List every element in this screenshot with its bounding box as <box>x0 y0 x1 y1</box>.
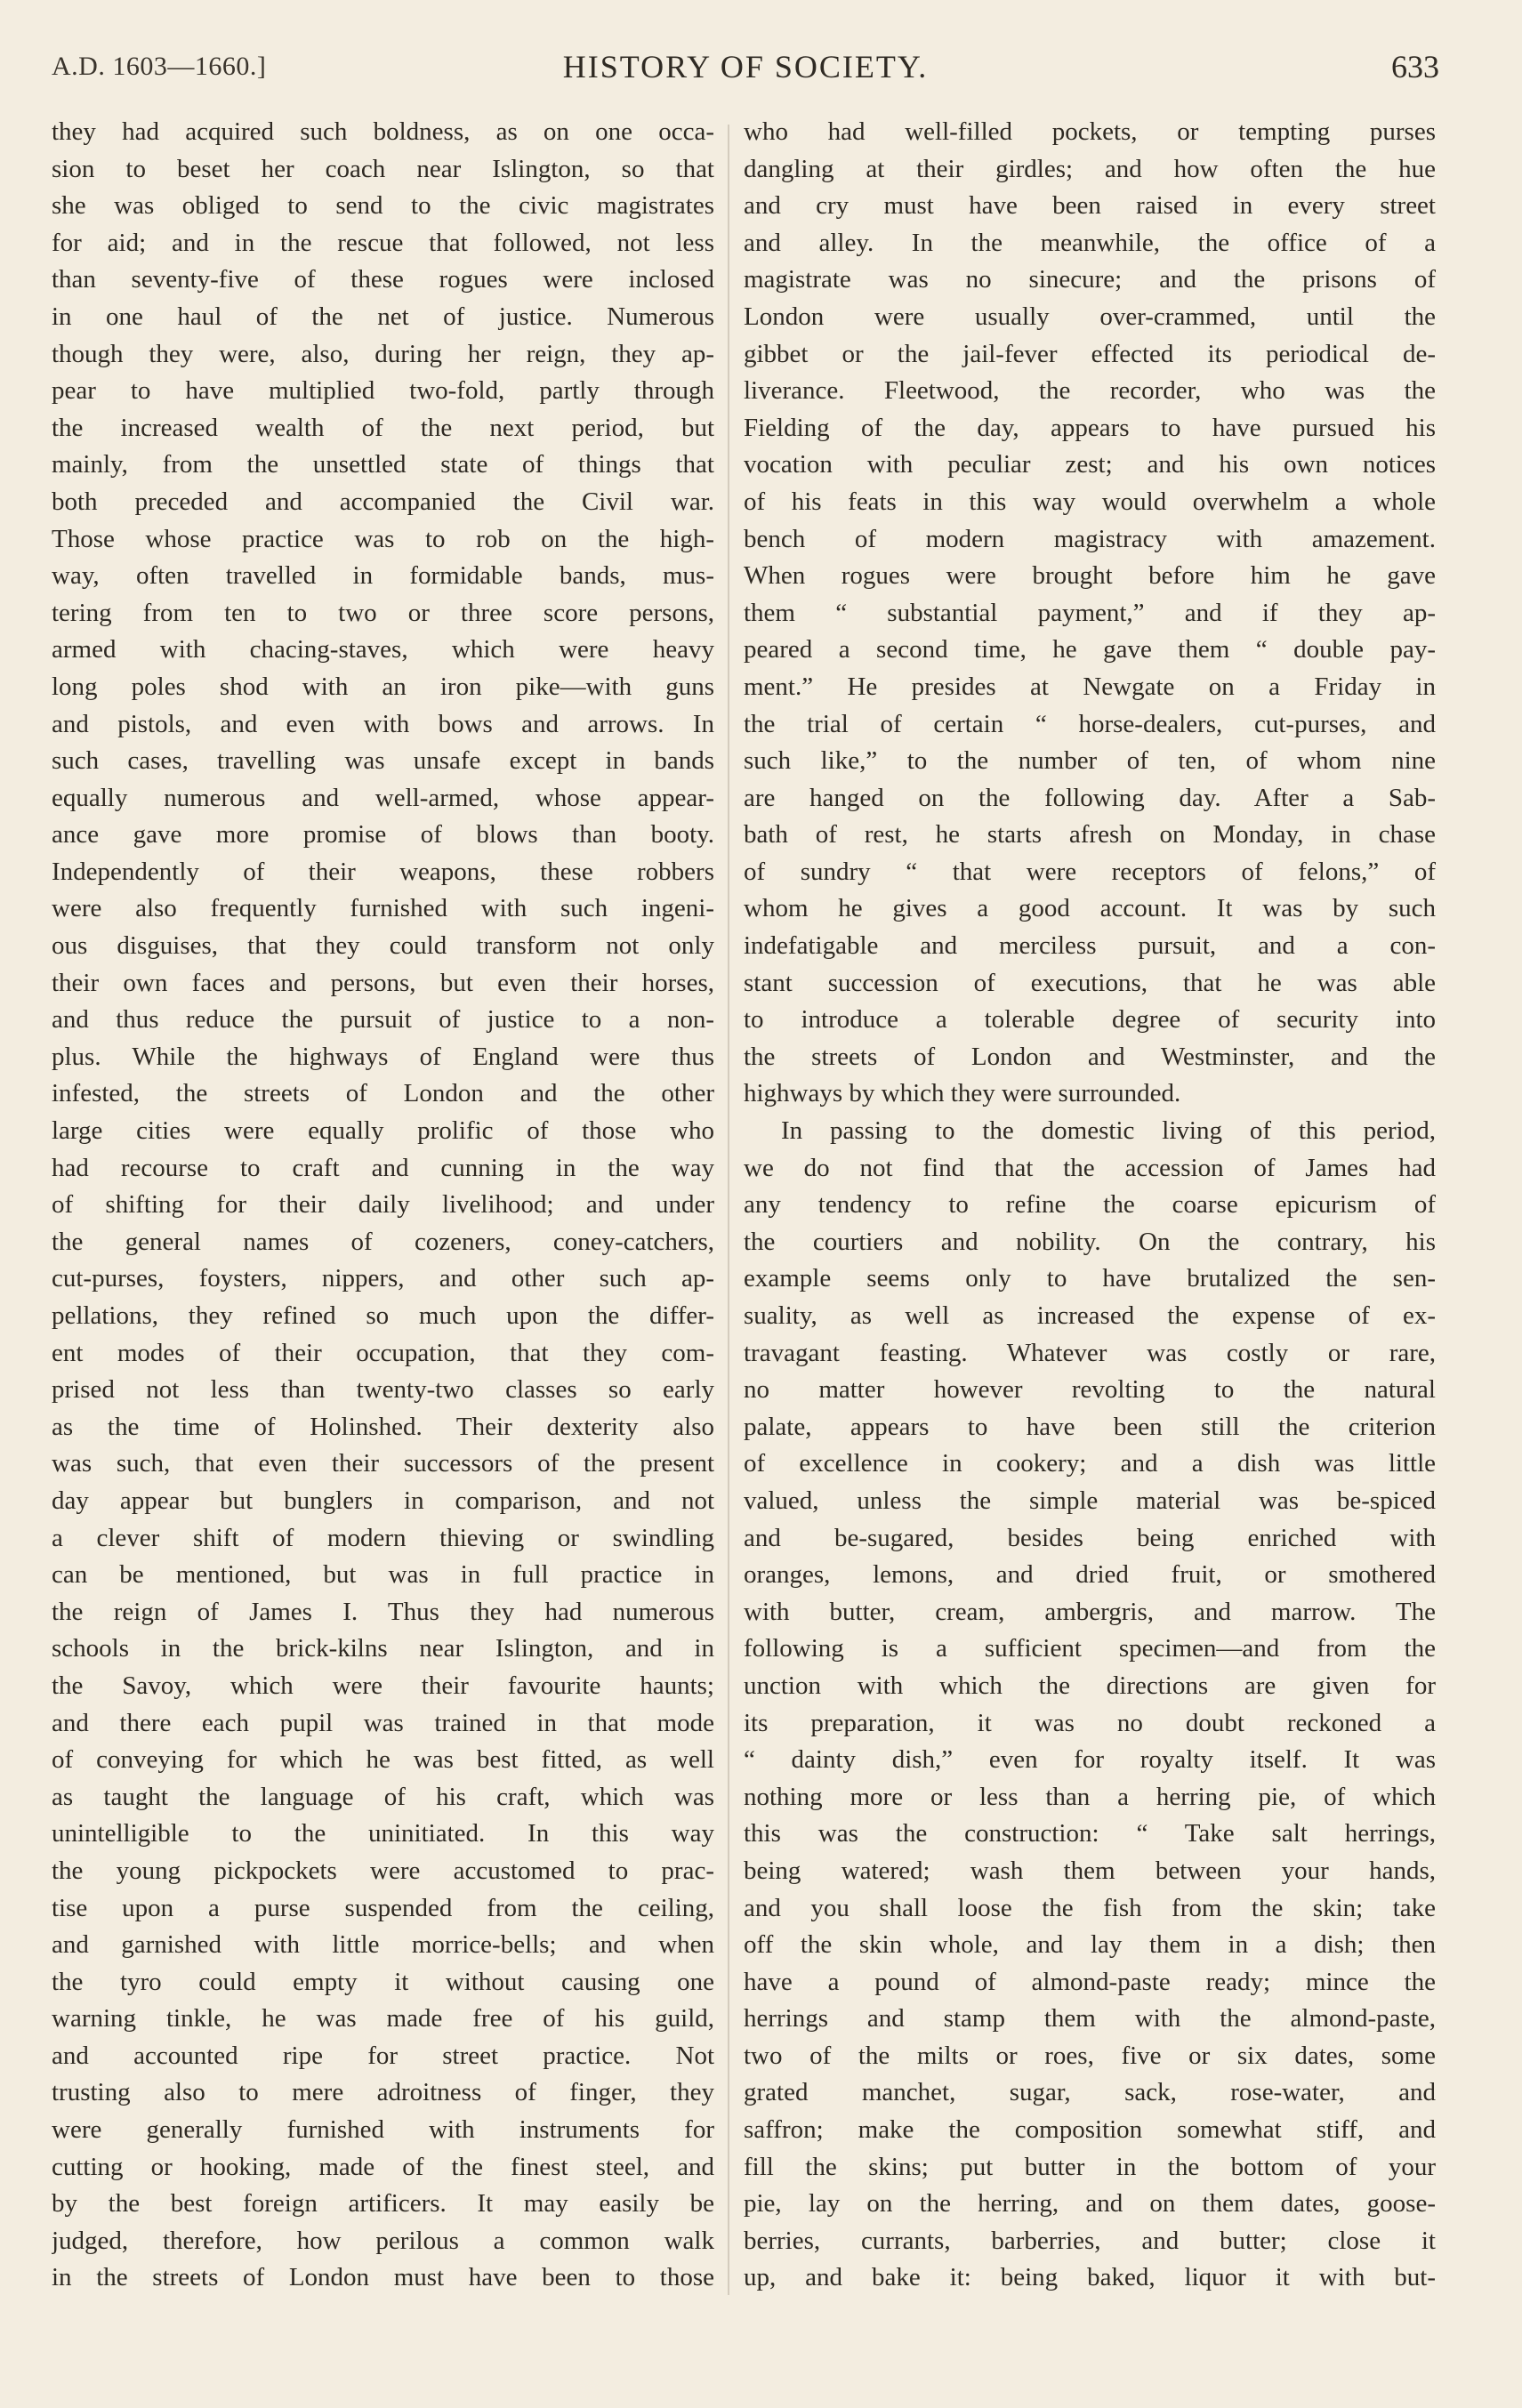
text-line: Fielding of the day, appears to have pursued his <box>744 413 1436 442</box>
text-line: are hanged on the following day. After a Sab- <box>744 783 1436 812</box>
text-line: she was obliged to send to the civic magistrates <box>52 191 714 221</box>
text-line: and you shall loose the fish from the skin; take <box>744 1893 1436 1922</box>
text-line: to introduce a tolerable degree of security into <box>744 1005 1436 1035</box>
text-line: judged, therefore, how perilous a common walk <box>52 2226 714 2255</box>
text-line: and alley. In the meanwhile, the office of a <box>744 228 1436 257</box>
text-line: valued, unless the simple material was be-spiced <box>744 1486 1436 1515</box>
left-column <box>52 114 714 2297</box>
book-title-header: HISTORY OF SOCIETY. <box>562 49 929 85</box>
text-line: their own faces and persons, but even their horses, <box>52 968 714 997</box>
text-line: such cases, travelling was unsafe except in bands <box>52 746 714 776</box>
text-line: pellations, they refined so much upon the differ- <box>52 1301 714 1330</box>
text-line: tise upon a purse suspended from the ceiling, <box>52 1893 714 1922</box>
text-line: herrings and stamp them with the almond-paste, <box>744 2004 1436 2034</box>
text-line: armed with chacing-staves, which were heavy <box>52 635 714 664</box>
text-line: them “ substantial payment,” and if they ap- <box>744 598 1436 627</box>
text-line: peared a second time, he gave them “ double pay- <box>744 635 1436 664</box>
text-line: plus. While the highways of England were thus <box>52 1042 714 1071</box>
text-line: up, and bake it: being baked, liquor it with but- <box>744 2263 1436 2292</box>
text-line: mainly, from the unsettled state of things that <box>52 450 714 479</box>
text-line: being watered; wash them between your hands, <box>744 1856 1436 1885</box>
text-line: infested, the streets of London and the other <box>52 1079 714 1108</box>
text-line: we do not find that the accession of James had <box>744 1153 1436 1182</box>
text-line: of shifting for their daily livelihood; and under <box>52 1190 714 1220</box>
text-line: grated manchet, sugar, sack, rose-water, and <box>744 2078 1436 2107</box>
text-line: highways by which they were surrounded. <box>744 1079 1181 1108</box>
text-line: bench of modern magistracy with amazement. <box>744 524 1436 553</box>
text-line: day appear but bunglers in comparison, and not <box>52 1486 714 1515</box>
text-line: tering from ten to two or three score persons, <box>52 598 714 627</box>
text-line: saffron; make the composition somewhat stiff, and <box>744 2115 1436 2145</box>
text-line: in one haul of the net of justice. Numerous <box>52 302 714 331</box>
text-line: and thus reduce the pursuit of justice to a non- <box>52 1005 714 1035</box>
text-line: equally numerous and well-armed, whose appear- <box>52 783 714 812</box>
text-line: ous disguises, that they could transform not only <box>52 931 714 961</box>
text-line: oranges, lemons, and dried fruit, or smothered <box>744 1560 1436 1590</box>
text-line: way, often travelled in formidable bands, mus- <box>52 561 714 591</box>
text-line: prised not less than twenty-two classes so early <box>52 1375 714 1405</box>
text-line: “ dainty dish,” even for royalty itself. It was <box>744 1745 1436 1775</box>
text-line: of conveying for which he was best fitted, as well <box>52 1745 714 1775</box>
text-line: and be-sugared, besides being enriched with <box>744 1523 1436 1552</box>
text-line: were also frequently furnished with such ingeni- <box>52 894 714 923</box>
text-line: magistrate was no sinecure; and the prisons of <box>744 265 1436 294</box>
text-line: cut-purses, foysters, nippers, and other such ap- <box>52 1264 714 1293</box>
text-line: the streets of London and Westminster, and the <box>744 1042 1436 1071</box>
text-line: the reign of James I. Thus they had numerous <box>52 1597 714 1626</box>
text-line: the tyro could empty it without causing one <box>52 1967 714 1996</box>
text-line: ance gave more promise of blows than booty. <box>52 820 714 850</box>
text-line: cutting or hooking, made of the finest steel, and <box>52 2152 714 2181</box>
text-line: was such, that even their successors of the present <box>52 1449 714 1478</box>
text-line: ment.” He presides at Newgate on a Friday in <box>744 672 1436 701</box>
text-line: fill the skins; put butter in the bottom of your <box>744 2152 1436 2181</box>
text-line: the general names of cozeners, coney-catchers, <box>52 1227 714 1256</box>
text-line: ent modes of their occupation, that they com- <box>52 1338 714 1367</box>
text-line: trusting also to mere adroitness of finger, they <box>52 2078 714 2107</box>
text-line: schools in the brick-kilns near Islington, and in <box>52 1634 714 1663</box>
text-line: pie, lay on the herring, and on them dates, goose- <box>744 2189 1436 2219</box>
text-line: its preparation, it was no doubt reckoned a <box>744 1708 1436 1737</box>
text-line: dangling at their girdles; and how often the hue <box>744 154 1436 183</box>
text-line: vocation with peculiar zest; and his own notices <box>744 450 1436 479</box>
text-line: unintelligible to the uninitiated. In this way <box>52 1819 714 1848</box>
text-line: In passing to the domestic living of this period, <box>781 1116 1436 1146</box>
text-line: indefatigable and merciless pursuit, and a con- <box>744 931 1436 961</box>
text-line: as taught the language of his craft, which was <box>52 1782 714 1811</box>
page-number: 633 <box>1391 49 1439 85</box>
text-line: stant succession of executions, that he was able <box>744 968 1436 997</box>
text-line: any tendency to refine the coarse epicurism of <box>744 1190 1436 1220</box>
text-line: bath of rest, he starts afresh on Monday, in chase <box>744 820 1436 850</box>
text-line: though they were, also, during her reign, they ap- <box>52 339 714 368</box>
text-line: whom he gives a good account. It was by such <box>744 894 1436 923</box>
text-line: of his feats in this way would overwhelm a whole <box>744 487 1436 516</box>
text-line: and pistols, and even with bows and arrows. In <box>52 709 714 738</box>
text-line: travagant feasting. Whatever was costly or rare, <box>744 1338 1436 1367</box>
text-line: as the time of Holinshed. Their dexterity also <box>52 1412 714 1441</box>
text-line: have a pound of almond-paste ready; mince the <box>744 1967 1436 1996</box>
text-line: this was the construction: “ Take salt herrings, <box>744 1819 1436 1848</box>
text-line: long poles shod with an iron pike—with guns <box>52 672 714 701</box>
text-line: berries, currants, barberries, and butter; close it <box>744 2226 1436 2255</box>
text-line: no matter however revolting to the natural <box>744 1375 1436 1405</box>
text-line: off the skin whole, and lay them in a dish; then <box>744 1930 1436 1960</box>
text-line: both preceded and accompanied the Civil war. <box>52 487 714 516</box>
text-line: who had well-filled pockets, or tempting purses <box>744 117 1436 146</box>
text-line: palate, appears to have been still the criterion <box>744 1412 1436 1441</box>
text-line: the courtiers and nobility. On the contrary, his <box>744 1227 1436 1256</box>
text-line: suality, as well as increased the expense of ex- <box>744 1301 1436 1330</box>
text-line: a clever shift of modern thieving or swindling <box>52 1523 714 1552</box>
text-line: and cry must have been raised in every street <box>744 191 1436 221</box>
text-line: for aid; and in the rescue that followed, not less <box>52 228 714 257</box>
text-line: liverance. Fleetwood, the recorder, who was the <box>744 376 1436 406</box>
text-line: were generally furnished with instruments for <box>52 2115 714 2145</box>
text-line: example seems only to have brutalized the sen- <box>744 1264 1436 1293</box>
text-line: with butter, cream, ambergris, and marrow. The <box>744 1597 1436 1626</box>
text-line: London were usually over-crammed, until the <box>744 302 1436 331</box>
text-line: of sundry “ that were receptors of felons,” of <box>744 857 1436 886</box>
text-line: than seventy-five of these rogues were inclosed <box>52 265 714 294</box>
text-line: following is a sufficient specimen—and from the <box>744 1634 1436 1663</box>
right-column <box>744 114 1436 2297</box>
text-line: and there each pupil was trained in that mode <box>52 1708 714 1737</box>
text-line: unction with which the directions are given for <box>744 1671 1436 1700</box>
text-line: two of the milts or roes, five or six dates, some <box>744 2041 1436 2070</box>
text-line: large cities were equally prolific of those who <box>52 1116 714 1146</box>
date-range-header: A.D. 1603—1660.] <box>52 52 267 81</box>
text-line: the increased wealth of the next period, but <box>52 413 714 442</box>
text-line: can be mentioned, but was in full practice in <box>52 1560 714 1590</box>
text-line: pear to have multiplied two-fold, partly through <box>52 376 714 406</box>
text-line: gibbet or the jail-fever effected its periodical de- <box>744 339 1436 368</box>
text-line: had recourse to craft and cunning in the way <box>52 1153 714 1182</box>
text-line: When rogues were brought before him he gave <box>744 561 1436 591</box>
column-divider <box>728 125 729 2295</box>
text-line: Those whose practice was to rob on the high- <box>52 524 714 553</box>
text-line: the trial of certain “ horse-dealers, cut-purses, and <box>744 709 1436 738</box>
text-line: and accounted ripe for street practice. Not <box>52 2041 714 2070</box>
text-line: and garnished with little morrice-bells; and when <box>52 1930 714 1960</box>
text-line: sion to beset her coach near Islington, so that <box>52 154 714 183</box>
text-line: warning tinkle, he was made free of his guild, <box>52 2004 714 2034</box>
text-line: of excellence in cookery; and a dish was little <box>744 1449 1436 1478</box>
text-line: by the best foreign artificers. It may easily be <box>52 2189 714 2219</box>
text-line: they had acquired such boldness, as on one occa- <box>52 117 714 146</box>
text-line: such like,” to the number of ten, of whom nine <box>744 746 1436 776</box>
text-line: nothing more or less than a herring pie, of which <box>744 1782 1436 1811</box>
text-line: the young pickpockets were accustomed to prac- <box>52 1856 714 1885</box>
running-head <box>52 46 1439 91</box>
text-line: the Savoy, which were their favourite haunts; <box>52 1671 714 1700</box>
text-line: Independently of their weapons, these robbers <box>52 857 714 886</box>
text-line: in the streets of London must have been to those <box>52 2263 714 2292</box>
